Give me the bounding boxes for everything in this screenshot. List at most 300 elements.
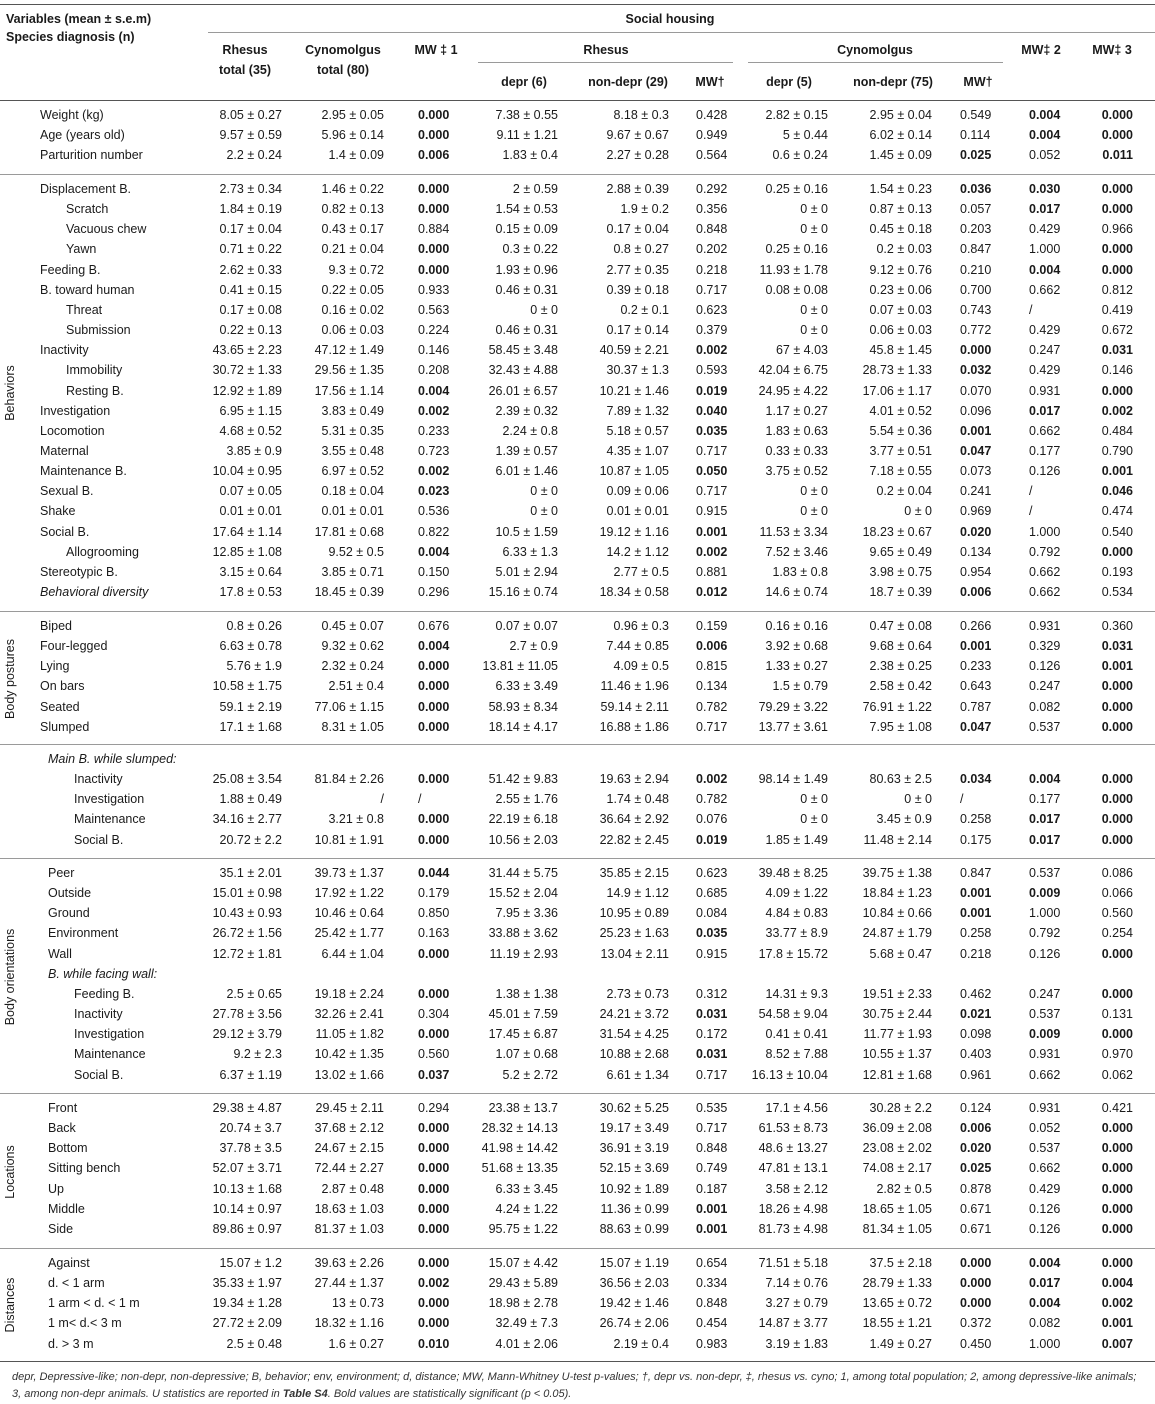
header-mw1: MW ‡ 1 [414,43,458,57]
p-value-cell: 0.046 [1101,484,1133,499]
p-value-cell: 0.052 [1029,1121,1061,1136]
value-cell: 51.68 ± 13.35 [481,1161,558,1176]
p-value-cell: 0.203 [960,222,992,237]
p-value-cell: 0.535 [696,1101,728,1115]
value-cell: 5.76 ± 1.9 [226,659,282,674]
p-value-cell: 0.717 [696,1121,728,1136]
p-value-cell: 0.000 [1101,679,1133,694]
p-value-cell: 0.017 [1029,812,1061,827]
p-value-cell: 0.002 [418,1276,450,1291]
value-cell: 1.4 ± 0.09 [328,148,384,163]
value-cell: 17.56 ± 1.14 [314,383,384,398]
p-value-cell: 0.000 [418,679,450,694]
row-label: Shake [40,504,76,519]
p-value-cell: 0.848 [696,222,728,237]
p-value-cell: 0.966 [1101,222,1133,237]
table-row [0,125,1155,145]
value-cell: 39.48 ± 8.25 [758,866,828,880]
value-cell: 29.43 ± 5.89 [488,1276,558,1291]
p-value-cell: 0.662 [1029,1067,1061,1082]
p-value-cell: 0.000 [418,1201,450,1216]
value-cell: 30.37 ± 1.3 [606,363,669,378]
value-cell: 35.85 ± 2.15 [599,866,669,880]
value-cell: 0 ± 0 [800,202,828,217]
value-cell: 15.07 ± 4.42 [488,1256,558,1270]
value-cell: 2.24 ± 0.8 [502,423,558,438]
value-cell: 0.39 ± 0.18 [606,282,669,297]
value-cell: 6.44 ± 1.04 [321,946,384,961]
value-cell: 0.47 ± 0.08 [869,619,932,633]
row-label: Environment [48,926,119,941]
row-label: Ground [48,906,90,921]
p-value-cell: 0.292 [696,182,728,196]
value-cell: 45.8 ± 1.45 [869,343,932,358]
value-cell: 2.73 ± 0.73 [606,986,669,1001]
value-cell: 25.42 ± 1.77 [314,926,384,941]
value-cell: 19.18 ± 2.24 [314,986,384,1001]
table-row [0,199,1155,219]
p-value-cell: 0.717 [696,443,728,458]
row-label: Yawn [66,242,97,257]
value-cell: 3.27 ± 0.79 [765,1296,828,1311]
p-value-cell: 0.662 [1029,585,1061,599]
value-cell: 36.09 ± 2.08 [862,1121,932,1136]
p-value-cell: 0.000 [418,986,450,1001]
value-cell: 0.82 ± 0.13 [321,202,384,217]
value-cell: 13.02 ± 1.66 [314,1067,384,1082]
value-cell: 18.63 ± 1.03 [314,1201,384,1216]
value-cell: 35.1 ± 2.01 [219,866,282,880]
value-cell: 14.6 ± 0.74 [765,585,828,599]
value-cell: 81.84 ± 2.26 [314,772,384,787]
value-cell: 1.9 ± 0.2 [620,202,669,217]
value-cell: 17.8 ± 15.72 [758,946,828,961]
value-cell: 6.61 ± 1.34 [606,1067,669,1082]
value-cell: 4.35 ± 1.07 [606,443,669,458]
p-value-cell: 0.126 [1029,464,1061,479]
p-value-cell: 0.040 [696,403,728,418]
p-value-cell: 0.294 [418,1101,450,1115]
value-cell: 52.15 ± 3.69 [599,1161,669,1176]
value-cell: 1.39 ± 0.57 [495,443,558,458]
p-value-cell: 0.000 [1101,383,1133,398]
value-cell: 76.91 ± 1.22 [862,699,932,714]
value-cell: 1.54 ± 0.53 [495,202,558,217]
table-row [0,239,1155,259]
value-cell: 81.34 ± 1.05 [862,1221,932,1236]
value-cell: 0.25 ± 0.16 [765,242,828,257]
p-value-cell: 0.537 [1029,866,1061,880]
value-cell: 11.36 ± 0.99 [600,1201,669,1216]
p-value-cell: 0.017 [1029,832,1061,847]
value-cell: 15.16 ± 0.74 [488,585,558,599]
p-value-cell: 0.044 [418,866,450,880]
p-value-cell: 0.000 [1101,262,1133,277]
table-row [0,542,1155,562]
header-cyno-mw: MW† [963,75,993,89]
table-row [0,863,1155,883]
row-label: Middle [48,1201,85,1216]
value-cell: 8.31 ± 1.05 [321,719,384,734]
p-value-cell: 0.002 [418,403,450,418]
section-label-text: Body orientations [3,928,17,1026]
p-value-cell: 0.004 [1101,1276,1133,1291]
value-cell: 13.65 ± 0.72 [862,1296,932,1311]
value-cell: 1.93 ± 0.96 [495,262,558,277]
p-value-cell: 0.662 [1029,1161,1061,1176]
p-value-cell: 0.717 [696,282,728,297]
value-cell: 19.63 ± 2.94 [599,772,669,787]
value-cell: 33.77 ± 8.9 [765,926,828,941]
table-row [0,145,1155,165]
value-cell: 0 ± 0 [530,504,558,519]
value-cell: 36.56 ± 2.03 [599,1276,669,1291]
table-row [0,636,1155,656]
p-value-cell: 1.000 [1029,906,1061,921]
table-row [0,903,1155,923]
value-cell: 11.19 ± 2.93 [489,946,558,961]
value-cell: 29.56 ± 1.35 [314,363,384,378]
row-label: Submission [66,323,131,338]
section-label-text: Behaviors [3,364,17,421]
p-value-cell: 0.700 [960,282,992,297]
row-label: Inactivity [40,343,89,358]
p-value-cell: 0.000 [418,1027,450,1042]
p-value-cell: 0.931 [1029,1047,1061,1062]
p-value-cell: 0.000 [1101,699,1133,714]
row-label: 1 arm < d. < 1 m [48,1296,140,1311]
value-cell: 0.16 ± 0.02 [321,302,384,317]
value-cell: 3.92 ± 0.68 [765,639,828,654]
row-label: Threat [66,302,103,317]
value-cell: 0.15 ± 0.09 [495,222,558,237]
section-label-text: Body postures [3,639,17,719]
value-cell: 28.79 ± 1.33 [862,1276,932,1291]
value-cell: 6.01 ± 1.46 [495,464,558,479]
p-value-cell: 0.004 [418,639,450,654]
value-cell: 23.08 ± 2.02 [862,1141,932,1156]
value-cell: 81.37 ± 1.03 [314,1221,384,1236]
p-value-cell: 0.537 [1029,1007,1061,1022]
value-cell: 0.2 ± 0.03 [876,242,932,257]
value-cell: 0 ± 0 [800,222,828,237]
value-cell: 0.6 ± 0.24 [772,148,828,163]
value-cell: 35.33 ± 1.97 [212,1276,282,1291]
p-value-cell: 0.000 [418,1256,450,1270]
p-value-cell: 0.000 [1101,772,1133,787]
value-cell: 3.21 ± 0.8 [328,812,384,827]
header-group-cyno: Cynomolgus [837,43,913,57]
value-cell: 0.07 ± 0.05 [219,484,282,499]
p-value-cell: 0.000 [1101,812,1133,827]
value-cell: 81.73 ± 4.98 [758,1221,828,1236]
p-value-cell: 0.247 [1029,679,1061,694]
value-cell: 0.8 ± 0.26 [226,619,282,633]
p-value-cell: 0.537 [1029,719,1061,734]
p-value-cell: 0.004 [1029,772,1061,787]
table-bottom-rule [0,1361,1155,1362]
value-cell: 25.08 ± 3.54 [212,772,282,787]
value-cell: 32.26 ± 2.41 [314,1007,384,1022]
row-label: Investigation [74,1027,145,1042]
cyno-group-rule [748,62,1003,63]
row-label: B. toward human [40,282,135,297]
p-value-cell: 0.000 [418,108,450,122]
p-value-cell: 0.931 [1029,383,1061,398]
value-cell: 6.63 ± 0.78 [219,639,282,654]
p-value-cell: 0.421 [1101,1101,1133,1115]
value-cell: 3.55 ± 0.48 [321,443,384,458]
p-value-cell: 0.000 [1101,544,1133,559]
value-cell: 2.88 ± 0.39 [606,182,669,196]
p-value-cell: 0.356 [696,202,728,217]
p-value-cell: 0.000 [418,1221,450,1236]
value-cell: 0.16 ± 0.16 [765,619,828,633]
value-cell: 0.01 ± 0.01 [219,504,282,519]
p-value-cell: 0.086 [1101,866,1133,880]
value-cell: 0.21 ± 0.04 [321,242,384,257]
table-row [0,300,1155,320]
table-row [0,1024,1155,1044]
value-cell: 12.85 ± 1.08 [212,544,282,559]
p-value-cell: 0.134 [960,544,992,559]
value-cell: 27.78 ± 3.56 [212,1007,282,1022]
p-value-cell: 0.035 [696,423,728,438]
p-value-cell: 0.983 [696,1336,728,1351]
p-value-cell: 0.266 [960,619,992,633]
p-value-cell: 0.073 [960,464,992,479]
table-row [0,105,1155,125]
p-value-cell: 0.159 [696,619,728,633]
value-cell: 0 ± 0 [530,302,558,317]
p-value-cell: 0.032 [960,363,992,378]
table-row [0,1273,1155,1293]
value-cell: 18.98 ± 2.78 [488,1296,558,1311]
table-row [0,1179,1155,1199]
value-cell: 3.19 ± 1.83 [765,1336,828,1351]
value-cell: 24.21 ± 3.72 [599,1007,669,1022]
value-cell: 37.78 ± 3.5 [219,1141,282,1156]
p-value-cell: 0.126 [1029,659,1061,674]
p-value-cell: 0.126 [1029,1221,1061,1236]
value-cell: 7.18 ± 0.55 [869,464,932,479]
p-value-cell: 0.002 [1101,403,1133,418]
p-value-cell: 0.000 [1101,719,1133,734]
value-cell: 20.74 ± 3.7 [219,1121,282,1136]
header-rhesus-mw: MW† [695,75,725,89]
value-cell: 2.95 ± 0.05 [321,108,384,122]
value-cell: 58.45 ± 3.48 [488,343,558,358]
value-cell: 4.68 ± 0.52 [219,423,282,438]
value-cell: 10.21 ± 1.46 [599,383,669,398]
value-cell: 0.22 ± 0.13 [219,323,282,338]
p-value-cell: 0.304 [418,1007,450,1022]
value-cell: 5.31 ± 0.35 [321,423,384,438]
table-row [0,1065,1155,1085]
row-label: Slumped [40,719,90,734]
value-cell: 37.68 ± 2.12 [314,1121,384,1136]
p-value-cell: 0.462 [960,986,992,1001]
value-cell: 45.01 ± 7.59 [488,1007,558,1022]
p-value-cell: 0.536 [418,504,450,519]
row-label: Investigation [40,403,111,418]
value-cell: 30.75 ± 2.44 [862,1007,932,1022]
value-cell: 6.02 ± 0.14 [869,128,932,143]
value-cell: 30.28 ± 2.2 [869,1101,932,1115]
p-value-cell: 0.000 [418,1316,450,1331]
p-value-cell: 0.134 [696,679,728,694]
value-cell: 10.88 ± 2.68 [599,1047,669,1062]
value-cell: 2.82 ± 0.5 [876,1181,932,1196]
value-cell: 15.52 ± 2.04 [488,886,558,901]
p-value-cell: 0.000 [418,1161,450,1176]
p-value-cell: 0.296 [418,585,450,599]
p-value-cell: 0.000 [1101,182,1133,196]
p-value-cell: 0.000 [418,262,450,277]
p-value-cell: 0.210 [960,262,992,277]
p-value-cell: 0.782 [696,699,728,714]
value-cell: 0 ± 0 [800,323,828,338]
value-cell: 0.3 ± 0.22 [502,242,558,257]
p-value-cell: 0.676 [418,619,450,633]
row-label: Back [48,1121,76,1136]
value-cell: 23.38 ± 13.7 [488,1101,558,1115]
value-cell: 18.45 ± 0.39 [314,585,384,599]
p-value-cell: 0.126 [1029,1201,1061,1216]
value-cell: 15.07 ± 1.2 [219,1256,282,1270]
value-cell: 0.87 ± 0.13 [869,202,932,217]
header-mw2: MW‡ 2 [1021,43,1061,57]
table-row [0,769,1155,789]
value-cell: 36.91 ± 3.19 [599,1141,669,1156]
p-value-cell: 0.175 [960,832,992,847]
value-cell: 10.43 ± 0.93 [212,906,282,921]
value-cell: 10.95 ± 0.89 [599,906,669,921]
p-value-cell: 0.000 [1101,792,1133,807]
value-cell: 61.53 ± 8.73 [758,1121,828,1136]
header-rhesus-total-n: total (35) [218,63,272,77]
p-value-cell: 0.970 [1101,1047,1133,1062]
value-cell: 0.41 ± 0.41 [765,1027,828,1042]
value-cell: 0.18 ± 0.04 [321,484,384,499]
table-row [0,676,1155,696]
value-cell: 26.74 ± 2.06 [599,1316,669,1331]
value-cell: 9.11 ± 1.21 [496,128,558,143]
p-value-cell: 0.000 [418,719,450,734]
table-row [0,717,1155,737]
p-value-cell: 0.070 [960,383,992,398]
value-cell: 0.07 ± 0.03 [869,302,932,317]
value-cell: 1.49 ± 0.27 [869,1336,932,1351]
value-cell: 95.75 ± 1.22 [488,1221,558,1236]
p-value-cell: 0.000 [418,772,450,787]
value-cell: 2.7 ± 0.9 [509,639,558,654]
p-value-cell: 0.023 [418,484,450,499]
value-cell: 2.27 ± 0.28 [606,148,669,163]
value-cell: 9.57 ± 0.59 [219,128,282,143]
p-value-cell: 0.662 [1029,423,1061,438]
table-row [0,1313,1155,1333]
value-cell: 13.77 ± 3.61 [758,719,828,734]
value-cell: 71.51 ± 5.18 [758,1256,828,1270]
value-cell: 47.81 ± 13.1 [758,1161,828,1176]
p-value-cell: 0.749 [696,1161,728,1176]
value-cell: 42.04 ± 6.75 [758,363,828,378]
row-label: Social B. [40,524,90,539]
table-row [0,421,1155,441]
p-value-cell: 0.047 [960,443,992,458]
p-value-cell: 0.000 [1101,242,1133,257]
table-top-rule [0,4,1155,5]
value-cell: 17.1 ± 4.56 [765,1101,828,1115]
value-cell: 39.75 ± 1.38 [862,866,932,880]
p-value-cell: 0.010 [418,1336,450,1351]
p-value-cell: 0.004 [1029,1256,1061,1270]
p-value-cell: 0.537 [1029,1141,1061,1156]
value-cell: 2.39 ± 0.32 [495,403,558,418]
p-value-cell: 0.004 [1029,108,1061,122]
table-row [0,944,1155,964]
value-cell: 1.07 ± 0.68 [495,1047,558,1062]
p-value-cell: 0.233 [960,659,992,674]
p-value-cell: 0.931 [1029,1101,1061,1115]
p-value-cell: 0.241 [960,484,992,499]
p-value-cell: 0.428 [696,108,728,122]
table-footnote [12,1369,1147,1403]
row-label: Bottom [48,1141,88,1156]
p-value-cell: 0.017 [1029,1276,1061,1291]
p-value-cell: 0.881 [696,564,728,579]
p-value-cell: 0.815 [696,659,728,674]
p-value-cell: 0.379 [696,323,728,338]
value-cell: 2.55 ± 1.76 [495,792,558,807]
p-value-cell: 0.006 [696,639,728,654]
p-value-cell: 0.593 [696,363,728,378]
p-value-cell: 0.560 [1101,906,1133,921]
value-cell: 17.64 ± 1.14 [212,524,282,539]
p-value-cell: 0.247 [1029,986,1061,1001]
value-cell: 0.45 ± 0.18 [869,222,932,237]
table-row [0,883,1155,903]
value-cell: 5.18 ± 0.57 [606,423,669,438]
header-rhesus-nondepr: non-depr (29) [588,75,668,89]
value-cell: 39.63 ± 2.26 [314,1256,384,1270]
p-value-cell: 0.020 [960,1141,992,1156]
value-cell: 15.01 ± 0.98 [212,886,282,901]
value-cell: 8.52 ± 7.88 [765,1047,828,1062]
table-row [0,697,1155,717]
p-value-cell: 0.084 [696,906,728,921]
value-cell: / [380,792,384,807]
table-row [0,984,1155,1004]
value-cell: 14.31 ± 9.3 [765,986,828,1001]
p-value-cell: 0.654 [696,1256,728,1270]
p-value-cell: 0.150 [418,564,450,579]
value-cell: 7.38 ± 0.55 [495,108,558,122]
value-cell: 0.96 ± 0.3 [613,619,669,633]
p-value-cell: 0.000 [1101,1221,1133,1236]
value-cell: 1.33 ± 0.27 [765,659,828,674]
row-label: On bars [40,679,85,694]
p-value-cell: 0.017 [1029,403,1061,418]
p-value-cell: 0.001 [960,423,992,438]
p-value-cell: 0.848 [696,1141,728,1156]
row-label: Wall [48,946,72,961]
p-value-cell: 0.000 [418,1296,450,1311]
value-cell: 10.58 ± 1.75 [212,679,282,694]
value-cell: 0 ± 0 [800,504,828,519]
value-cell: 0.01 ± 0.01 [606,504,669,519]
